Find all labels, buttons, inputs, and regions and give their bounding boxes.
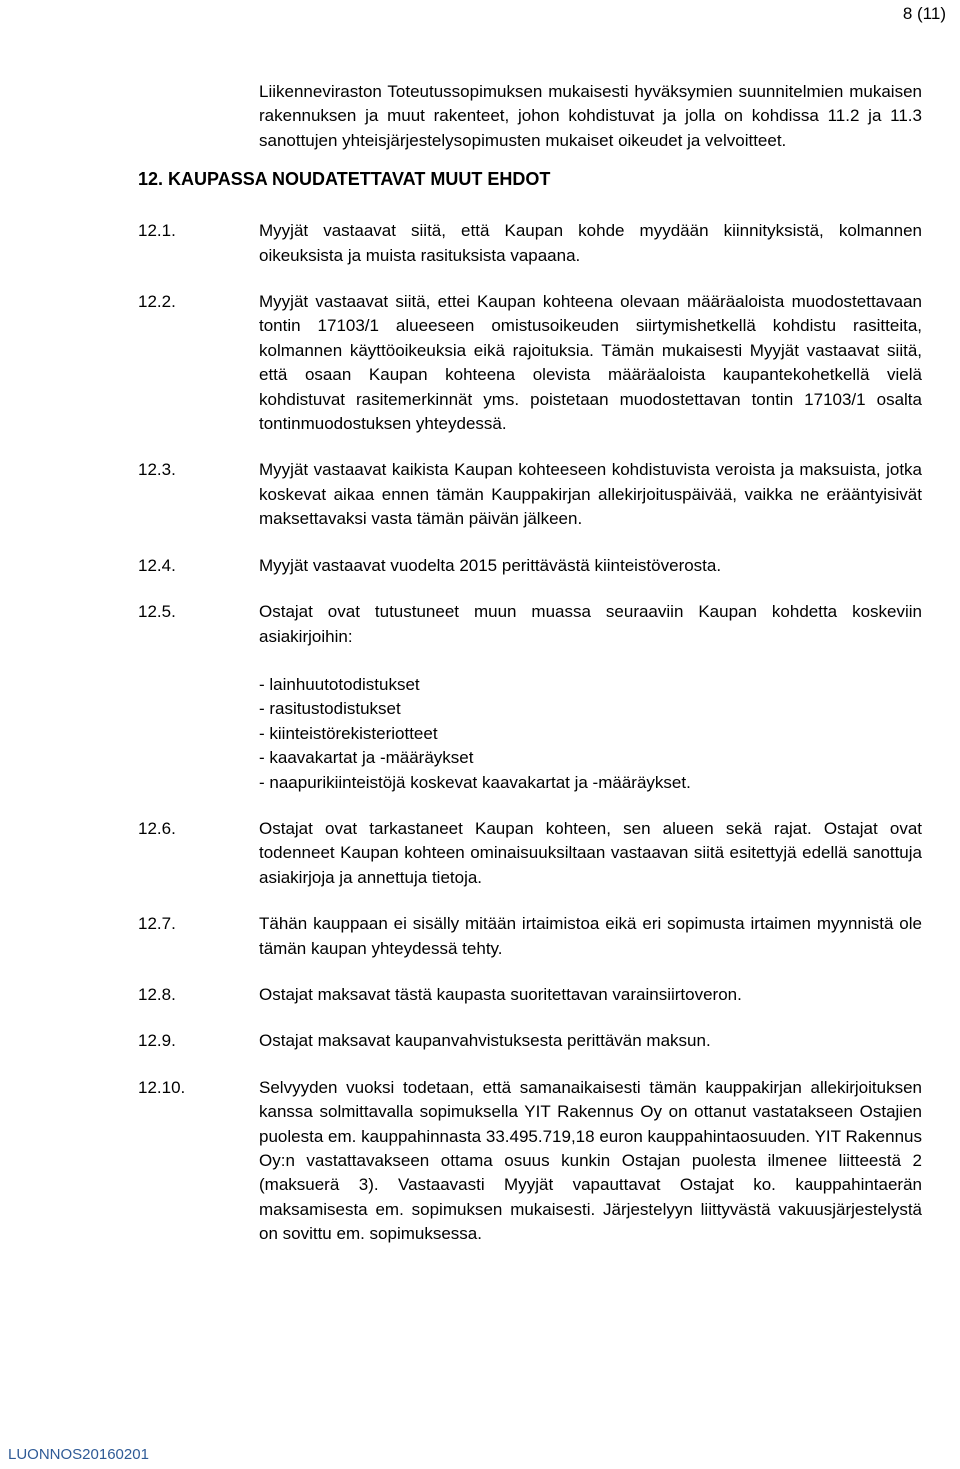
clause-number: 12.5. <box>138 602 176 622</box>
clause-text: Myyjät vastaavat siitä, että Kaupan kohde myydään kiinnityksistä, kolmannen oikeuksista ja muista rasituksista vapaana. <box>259 221 922 265</box>
clause-12-4 <box>138 554 922 578</box>
clause-number: 12.1. <box>138 221 176 241</box>
clause-12-2 <box>138 290 922 436</box>
list-item: - naapurikiinteistöjä koskevat kaavakartat ja -määräykset. <box>259 772 691 792</box>
clause-text: Myyjät vastaavat siitä, ettei Kaupan kohteena olevaan määräaloista muodostettavaan tontin 17103/1 alueeseen omistusoikeuden siirtymishetkellä kohdistu rasitteita, kolmannen käyttöoikeuksia eikä rajoituksia. Tämän mukaisesti Myyjät vastaavat siitä, että osaan Kaupan kohteena olevista määräaloista kaupantekohetkellä vielä kohdistuvat rasitemerkinnät yms. poistetaan muodostettavan tontin 17103/1 osalta tontinmuodostuksen yhteydessä. <box>259 292 922 434</box>
clause-number: 12.8. <box>138 984 176 1004</box>
intro-paragraph: Liikenneviraston Toteutussopimuksen mukaisesti hyväksymien suunnitelmien mukaisen rakennuksen ja muut rakenteet, johon kohdistuvat ja jolla on kohdissa 11.2 ja 11.3 sanottujen yhteisjärjestelysopimusten mukaiset oikeudet ja velvoitteet. <box>259 82 922 150</box>
clause-text: Ostajat maksavat tästä kaupasta suoritettavan varainsiirtoveron. <box>259 984 742 1004</box>
clause-12-6 <box>138 817 922 890</box>
clause-number: 12.4. <box>138 555 176 575</box>
list-item: - kaavakartat ja -määräykset <box>259 748 474 768</box>
clause-text: Myyjät vastaavat vuodelta 2015 perittävästä kiinteistöverosta. <box>259 555 722 575</box>
clause-text: Ostajat ovat tarkastaneet Kaupan kohteen, sen alueen sekä rajat. Ostajat ovat todenneet Kaupan kohteen ominaisuuksiltaan vastaavan siitä esitettyjä edellä sanottuja asiakirjoja ja annettuja tietoja. <box>259 818 922 887</box>
documents-list <box>259 673 922 795</box>
clause-number: 12.2. <box>138 292 176 312</box>
page-number: 8 (11) <box>902 4 946 23</box>
list-item: - rasitustodistukset <box>259 699 401 719</box>
document-body <box>138 80 922 1247</box>
clause-number: 12.6. <box>138 818 176 838</box>
clause-12-7 <box>138 912 922 961</box>
clause-text: Ostajat ovat tutustuneet muun muassa seuraaviin Kaupan kohdetta koskeviin asiakirjoihin: <box>259 602 922 646</box>
clause-12-8 <box>138 983 922 1007</box>
clause-text: Selvyyden vuoksi todetaan, että samanaikaisesti tämän kauppakirjan allekirjoituksen kanssa solmittavalla sopimuksella YIT Rakennus Oy on ottanut vastatakseen Ostajien puolesta em. kauppahinnasta 33.495.719,18 euron kauppahintaosuuden. YIT Rakennus Oy:n vastattavakseen ottama osuus kunkin Ostajan puolesta ilmenee liitteestä 2 (maksuerä 3). Vastaavasti Myyjät vapauttavat Ostajat ko. kauppahintaerän maksamisesta em. sopimuksen mukaisesti. Järjestelyyn liittyvästä vakuusjärjestelystä on sovittu em. sopimuksessa. <box>259 1077 922 1244</box>
clause-text: Tähän kauppaan ei sisälly mitään irtaimistoa eikä eri sopimusta irtaimen myynnistä ole tämän kaupan yhteydessä tehty. <box>259 914 922 958</box>
clause-12-10 <box>138 1076 922 1247</box>
clause-12-3 <box>138 458 922 531</box>
section-heading: 12. KAUPASSA NOUDATETTAVAT MUUT EHDOT <box>138 169 551 190</box>
clause-number: 12.10. <box>138 1077 186 1097</box>
list-item: - lainhuutotodistukset <box>259 674 420 694</box>
clause-12-9 <box>138 1029 922 1053</box>
clause-text: Myyjät vastaavat kaikista Kaupan kohteeseen kohdistuvista veroista ja maksuista, jotka koskevat aikaa ennen tämän Kauppakirjan allekirjoituspäivää, vaikka ne erääntyisivät maksettavaksi vasta tämän päivän jälkeen. <box>259 460 922 529</box>
clause-number: 12.7. <box>138 914 176 934</box>
clause-12-1 <box>138 219 922 268</box>
clause-number: 12.9. <box>138 1031 176 1051</box>
clause-number: 12.3. <box>138 460 176 480</box>
draft-code: LUONNOS20160201 <box>8 1446 149 1463</box>
list-item: - kiinteistörekisteriotteet <box>259 723 438 743</box>
clause-12-5 <box>138 600 922 649</box>
clause-text: Ostajat maksavat kaupanvahvistuksesta perittävän maksun. <box>259 1031 711 1051</box>
